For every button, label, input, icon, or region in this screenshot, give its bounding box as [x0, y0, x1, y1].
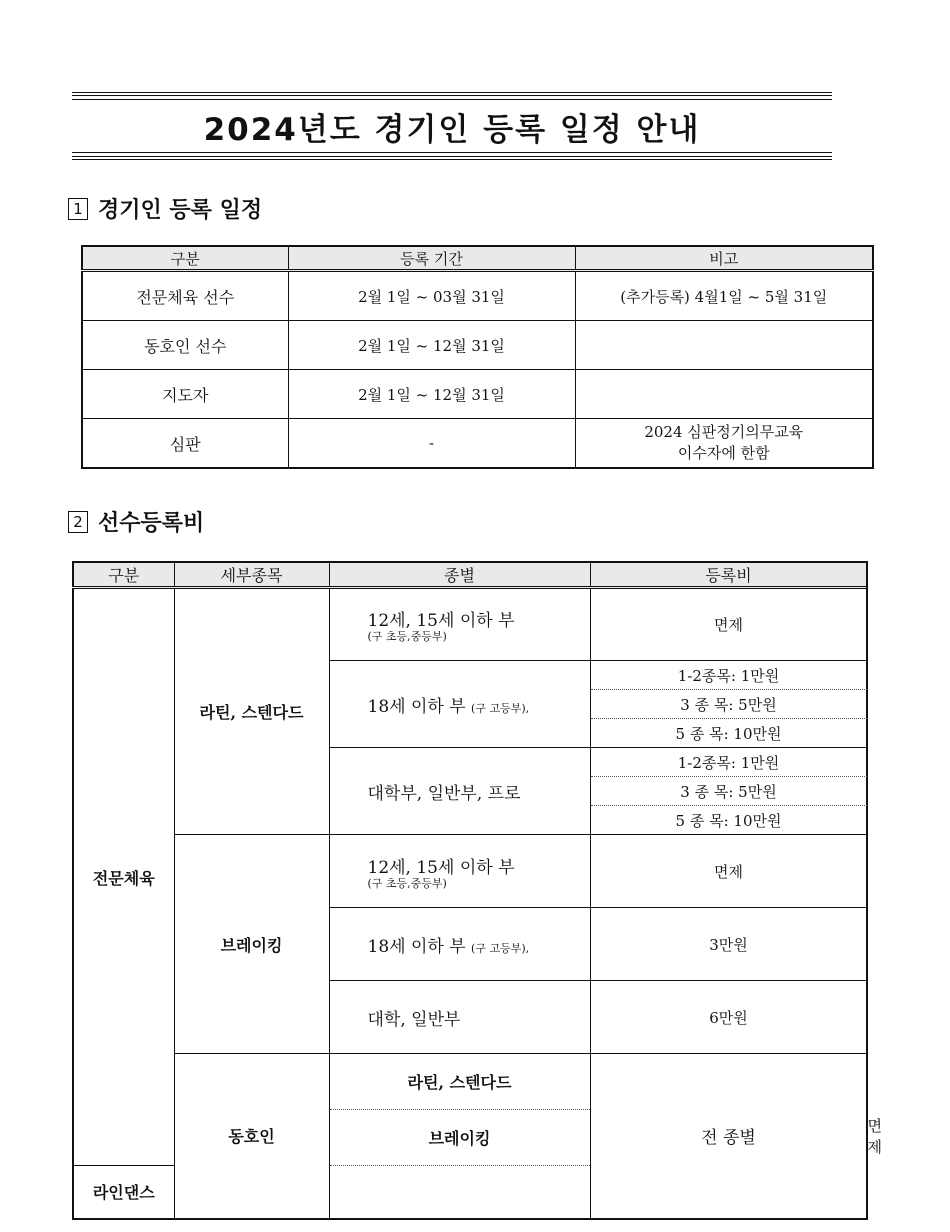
section-1-heading [68, 193, 262, 224]
registration-fee-table [72, 561, 882, 1220]
registration-schedule-table [81, 245, 874, 469]
event-cell: 라틴, 스텐다드 [174, 588, 329, 835]
division-cell: 동호인 [174, 1054, 329, 1219]
header-cell: 등록 기간 [288, 246, 575, 271]
fee-cell: 3 종 목: 5만원 [590, 690, 867, 719]
class-sub: (구 초등,중등부) [367, 876, 447, 890]
category-cell: 전문체육 선수 [82, 271, 288, 321]
header-cell: 구분 [73, 562, 174, 588]
header-cell: 등록비 [590, 562, 867, 588]
period-cell: - [288, 419, 575, 469]
table-row [73, 835, 867, 908]
header-cell: 세부종목 [174, 562, 329, 588]
category-cell: 심판 [82, 419, 288, 469]
page-title: 2024년도 경기인 등록 일정 안내 [203, 111, 701, 148]
division-cell: 전문체육 [73, 588, 174, 1166]
fee-cell: 3 종 목: 5만원 [590, 777, 867, 806]
table-row [82, 271, 873, 321]
section-2-heading [68, 506, 204, 537]
section-number: 1 [68, 198, 88, 220]
class-cell: 대학부, 일반부, 프로 [329, 748, 590, 835]
fee-cell: 면제 [590, 835, 867, 908]
table-row [82, 321, 873, 370]
class-sub: (구 고등부), [471, 941, 530, 955]
header-cell: 구분 [82, 246, 288, 271]
table-row [73, 588, 867, 661]
category-cell: 동호인 선수 [82, 321, 288, 370]
class-main: 12세, 15세 이하 부 [367, 611, 515, 631]
header-cell: 비고 [575, 246, 873, 271]
table-header-row [82, 246, 873, 271]
class-main: 18세 이하 부 [367, 696, 466, 717]
note-cell: (추가등록) 4월1일 ~ 5월 31일 [575, 271, 873, 321]
event-cell: 브레이킹 [174, 835, 329, 1054]
table-header-row [73, 562, 867, 588]
table-row: 동호인 라틴, 스텐다드 전 종별 면제 [73, 1054, 867, 1110]
class-sub: (구 고등부), [471, 701, 530, 715]
period-cell: 2월 1일 ~ 12월 31일 [288, 321, 575, 370]
class-cell [329, 661, 590, 748]
table-row [82, 419, 873, 469]
class-sub: (구 초등,중등부) [367, 630, 447, 643]
event-cell: 라인댄스 [73, 1166, 174, 1219]
event-cell: 라틴, 스텐다드 [329, 1054, 590, 1110]
fee-cell: 1-2종목: 1만원 [590, 661, 867, 690]
class-cell [329, 908, 590, 981]
class-main: 12세, 15세 이하 부 [367, 857, 515, 878]
fee-cell: 5 종 목: 10만원 [590, 719, 867, 748]
title-box [72, 92, 832, 160]
class-cell [329, 835, 590, 908]
fee-cell: 면제 [590, 588, 867, 661]
event-cell: 브레이킹 [329, 1110, 590, 1166]
note-line: 2024 심판정기의무교육 [644, 423, 804, 441]
fee-cell: 3만원 [590, 908, 867, 981]
fee-cell: 5 종 목: 10만원 [590, 806, 867, 835]
class-cell: 전 종별 [590, 1054, 867, 1219]
note-cell [575, 370, 873, 419]
note-cell [575, 321, 873, 370]
period-cell: 2월 1일 ~ 03월 31일 [288, 271, 575, 321]
note-cell [575, 419, 873, 469]
class-cell [329, 588, 590, 661]
class-cell: 대학, 일반부 [329, 981, 590, 1054]
section-title: 선수등록비 [98, 511, 205, 536]
period-cell: 2월 1일 ~ 12월 31일 [288, 370, 575, 419]
header-cell: 종별 [329, 562, 590, 588]
section-number: 2 [68, 511, 88, 533]
section-title: 경기인 등록 일정 [98, 198, 263, 223]
fee-cell: 6만원 [590, 981, 867, 1054]
class-main: 18세 이하 부 [367, 936, 466, 957]
fee-cell: 1-2종목: 1만원 [590, 748, 867, 777]
note-line: 이수자에 한함 [677, 444, 770, 462]
category-cell: 지도자 [82, 370, 288, 419]
table-row [82, 370, 873, 419]
